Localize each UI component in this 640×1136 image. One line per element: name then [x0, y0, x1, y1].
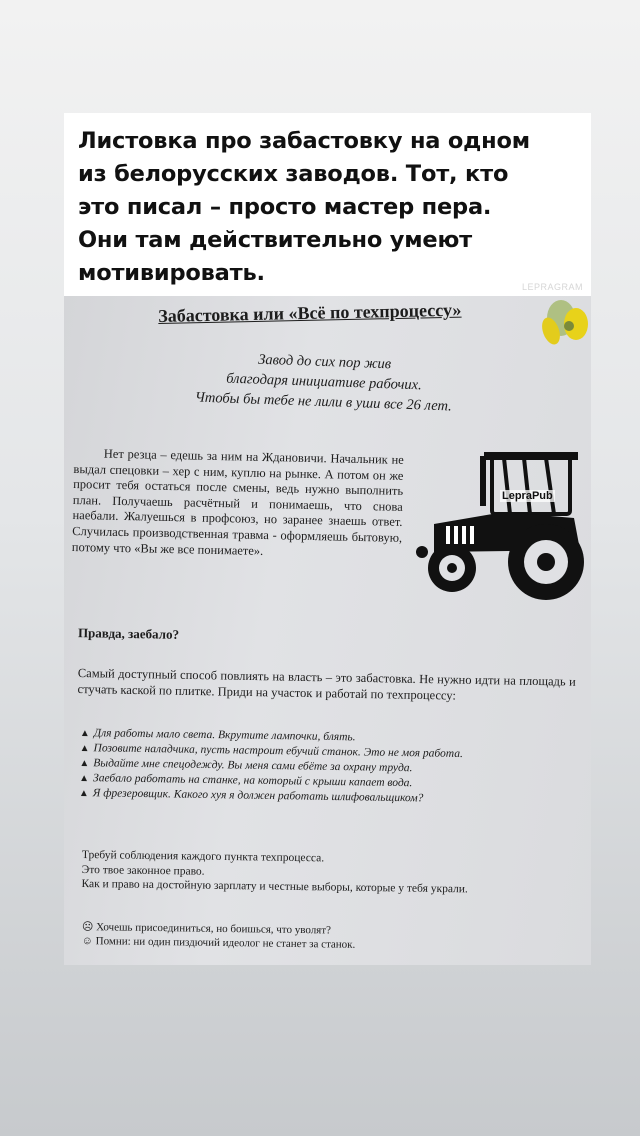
- caption-text: [78, 125, 577, 290]
- caption-line: мотивировать.: [78, 260, 265, 286]
- watermark: LEPRAGRAM: [521, 282, 583, 292]
- paragraph-2: Самый доступный способ повлиять на власть – это забастовка. Не нужно идти на площадь и стучать каской по плитке. Приди на участок и работай по техпроцессу:: [77, 666, 576, 703]
- epigraph-line: благодаря инициативе рабочих.: [225, 370, 423, 394]
- leaflet-photo: [64, 296, 591, 965]
- flower-decoration: [521, 296, 591, 356]
- epigraph: [143, 346, 505, 419]
- tractor-watermark: LepraPub: [502, 490, 553, 502]
- paragraph-1: Нет резца – едешь за ним на Ждановичи. Начальник не выдал спецовки – хер с ним, куплю на рынке. А потом он же просит тебя остаться после смены, ведь нужно выполнить план. Получаешь расчётный и понимаешь, что снова наебали. Жалуешься в профсоюз, но заранее знаешь ответ. Случилась производственная травма - оформляешь бытовую, потому что «Вы же все понимаете».: [71, 446, 404, 558]
- closing-line: Требуй соблюдения каждого пункта техпроцесса.: [81, 848, 325, 865]
- list-item: ▲ Позовите наладчика, пусть настроит ебучий станок. Это не моя работа.: [79, 742, 463, 761]
- epigraph-line: Чтобы бы тебе не лили в уши все 26 лет.: [194, 389, 453, 415]
- list-item: ▲ Выдайте мне спецодежду. Вы меня сами ебёте за охрану труда.: [79, 757, 413, 775]
- demands-list: [79, 726, 572, 809]
- story-card: [64, 113, 591, 965]
- list-item: ▲ Я фрезеровщик. Какого хуя я должен работать шлифовальщиком?: [78, 787, 424, 805]
- triangle-icon: ▲: [79, 727, 90, 740]
- section-heading: Правда, заебало?: [77, 625, 180, 642]
- epigraph-line: Завод до сих пор жив: [257, 351, 392, 373]
- leaflet-title: Забастовка или «Всё по техпроцессу»: [158, 299, 462, 326]
- caption-line: Они там действительно умеют: [78, 227, 472, 253]
- closing-line: Это твое законное право.: [81, 863, 205, 878]
- caption-line: из белорусских заводов. Тот, кто: [78, 161, 509, 187]
- smiley-lines: [82, 920, 552, 955]
- triangle-icon: ▲: [79, 742, 90, 755]
- triangle-icon: ▲: [79, 757, 90, 770]
- caption-panel: [64, 113, 591, 296]
- caption-line: Листовка про забастовку на одном: [78, 128, 530, 154]
- list-item: ▲ Заебало работать на станке, на который с крыши капает вода.: [79, 772, 413, 790]
- sad-line: ☹ Хочешь присоединиться, но боишься, что уволят?: [81, 920, 332, 937]
- caption-line: это писал – просто мастер пера.: [78, 194, 492, 220]
- triangle-icon: ▲: [79, 772, 90, 785]
- smile-line: ☺ Помни: ни один пиздючий идеолог не станет за станок.: [81, 934, 356, 951]
- closing-text: [81, 848, 560, 898]
- closing-line: Как и право на достойную зарплату и честные выборы, которые у тебя украли.: [81, 877, 468, 896]
- tractor-illustration: [414, 446, 590, 606]
- list-item: ▲ Для работы мало света. Вкрутите лампочки, блять.: [79, 727, 356, 744]
- triangle-icon: ▲: [78, 787, 89, 800]
